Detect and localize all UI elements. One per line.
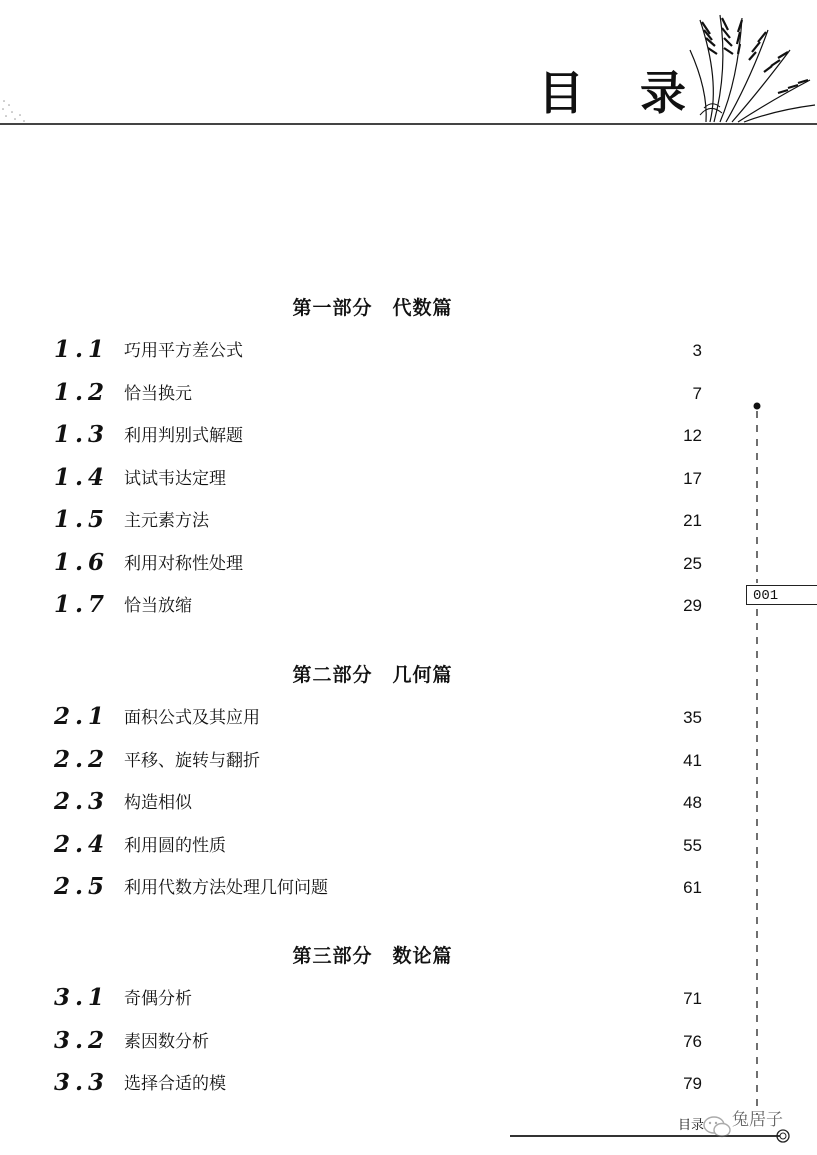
toc-number: 2.3 xyxy=(54,788,110,815)
toc-row[interactable] xyxy=(50,590,710,620)
toc-page-number: 55 xyxy=(683,836,702,855)
toc-number: 3.1 xyxy=(54,984,110,1011)
toc-row[interactable] xyxy=(50,335,710,365)
page-title-char-2: 录 xyxy=(640,66,686,120)
toc-title: 素因数分析 xyxy=(124,1032,209,1052)
toc-title: 利用圆的性质 xyxy=(124,836,226,856)
toc-number: 1.5 xyxy=(54,506,110,533)
toc-page-number: 41 xyxy=(683,751,702,770)
toc-title: 面积公式及其应用 xyxy=(124,708,260,728)
toc-row[interactable] xyxy=(50,787,710,817)
toc-number: 1.2 xyxy=(54,379,110,406)
section-heading-geometry: 第二部分 几何篇 xyxy=(292,664,453,686)
toc-title: 奇偶分析 xyxy=(124,989,192,1009)
toc-title: 选择合适的模 xyxy=(124,1074,226,1094)
toc-title: 利用判别式解题 xyxy=(124,426,243,446)
toc-title: 利用代数方法处理几何问题 xyxy=(124,878,328,898)
section-heading-number-theory: 第三部分 数论篇 xyxy=(292,945,453,967)
toc-page-number: 48 xyxy=(683,793,702,812)
toc-page-number: 29 xyxy=(683,596,702,615)
toc-page-number: 61 xyxy=(683,878,702,897)
toc-number: 2.5 xyxy=(54,873,110,900)
toc-row[interactable] xyxy=(50,1068,710,1098)
toc-title: 恰当放缩 xyxy=(124,596,192,616)
footer-label: 目录 xyxy=(678,1118,705,1133)
toc-page-number: 21 xyxy=(683,511,702,530)
toc-number: 1.4 xyxy=(54,464,110,491)
toc-row[interactable] xyxy=(50,830,710,860)
toc-title: 构造相似 xyxy=(124,793,192,813)
toc-title: 试试韦达定理 xyxy=(124,469,226,489)
page-number-badge: 001 xyxy=(746,585,817,605)
toc-row[interactable] xyxy=(50,463,710,493)
toc-number: 2.1 xyxy=(54,703,110,730)
toc-page-number: 79 xyxy=(683,1074,702,1093)
toc-row[interactable] xyxy=(50,548,710,578)
toc-page-number: 17 xyxy=(683,469,702,488)
toc-number: 3.3 xyxy=(54,1069,110,1096)
toc-number: 3.2 xyxy=(54,1027,110,1054)
toc-number: 1.6 xyxy=(54,549,110,576)
toc-row[interactable] xyxy=(50,702,710,732)
decorative-dots xyxy=(0,95,30,125)
toc-title: 恰当换元 xyxy=(124,384,192,404)
toc-title: 主元素方法 xyxy=(124,511,209,531)
toc-row[interactable] xyxy=(50,420,710,450)
toc-row[interactable] xyxy=(50,745,710,775)
footer-circle-ornament xyxy=(775,1128,791,1144)
toc-number: 2.4 xyxy=(54,831,110,858)
toc-row[interactable] xyxy=(50,872,710,902)
toc-number: 2.2 xyxy=(54,746,110,773)
toc-row[interactable] xyxy=(50,1026,710,1056)
toc-number: 1.1 xyxy=(54,336,110,363)
toc-title: 平移、旋转与翻折 xyxy=(124,751,260,771)
toc-page-number: 35 xyxy=(683,708,702,727)
toc-number: 1.7 xyxy=(54,591,110,618)
toc-page-number: 71 xyxy=(683,989,702,1008)
grass-illustration xyxy=(680,10,817,125)
section-heading-algebra: 第一部分 代数篇 xyxy=(292,297,453,319)
toc-page-number: 76 xyxy=(683,1032,702,1051)
toc-row[interactable] xyxy=(50,378,710,408)
toc-title: 巧用平方差公式 xyxy=(124,341,243,361)
header-rule xyxy=(0,123,817,125)
toc-page-number: 7 xyxy=(692,384,702,403)
toc-number: 1.3 xyxy=(54,421,110,448)
watermark-text: 兔居子 xyxy=(732,1110,783,1130)
page-title-char-1: 目 xyxy=(538,66,584,120)
toc-row[interactable] xyxy=(50,505,710,535)
toc-row[interactable] xyxy=(50,983,710,1013)
toc-title: 利用对称性处理 xyxy=(124,554,243,574)
toc-page-number: 25 xyxy=(683,554,702,573)
toc-page-number: 12 xyxy=(683,426,702,445)
toc-page-number: 3 xyxy=(692,341,702,360)
side-dashed-timeline xyxy=(740,395,817,1155)
